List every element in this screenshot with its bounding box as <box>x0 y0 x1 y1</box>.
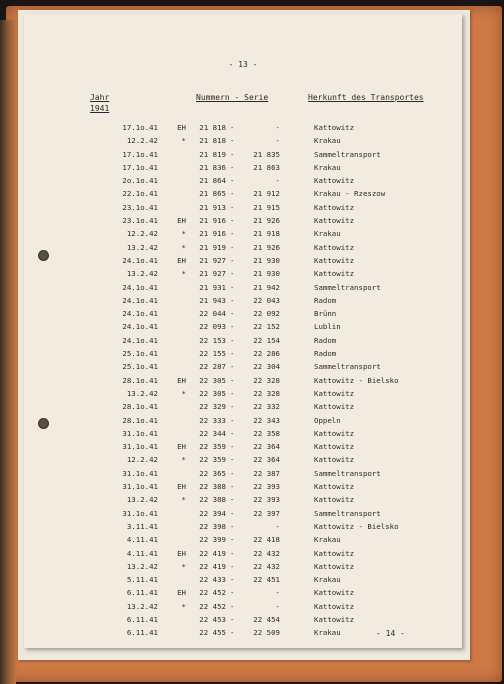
table-row <box>24 416 462 429</box>
row-number-end: 21 918 <box>253 229 280 239</box>
row-number-start: 21 916 <box>199 229 226 239</box>
row-number-start: 22 305 <box>199 388 226 398</box>
row-prefix: * <box>181 495 186 505</box>
row-prefix: * <box>181 269 186 279</box>
row-number-end: 22 328 <box>253 375 280 385</box>
header-jahr <box>90 92 109 114</box>
row-number-start: 22 305 <box>199 375 226 385</box>
row-date: 17.1o.41 <box>122 162 158 172</box>
row-origin: Sammeltransport <box>314 468 381 478</box>
table-row <box>24 429 462 442</box>
row-prefix: * <box>181 242 186 252</box>
table-row <box>24 243 462 256</box>
row-number-start: 22 153 <box>199 335 226 345</box>
row-number-start: 22 394 <box>199 508 226 518</box>
row-origin: Kattowitz <box>314 242 355 252</box>
row-date: 6.11.41 <box>126 628 158 638</box>
row-number-start: 22 452 <box>199 601 226 611</box>
row-number-start: 21 864 <box>199 176 226 186</box>
row-range-dash: - <box>230 628 235 638</box>
row-origin: Radom <box>314 349 337 359</box>
row-prefix: * <box>181 455 186 465</box>
table-row <box>24 309 462 322</box>
row-range-dash: - <box>230 402 235 412</box>
row-origin: Oppeln <box>314 415 341 425</box>
row-prefix: * <box>181 601 186 611</box>
row-origin: Kattowitz <box>314 601 355 611</box>
table-row <box>24 588 462 601</box>
row-prefix: * <box>181 229 186 239</box>
row-number-start: 21 927 <box>199 269 226 279</box>
table-row <box>24 442 462 455</box>
row-origin: Lublin <box>314 322 341 332</box>
row-range-dash: - <box>230 561 235 571</box>
row-number-start: 22 155 <box>199 349 226 359</box>
row-number-end: 22 343 <box>253 415 280 425</box>
row-number-end: 22 286 <box>253 349 280 359</box>
row-date: 28.1o.41 <box>122 375 158 385</box>
row-number-end: 21 835 <box>253 149 280 159</box>
row-number-end: - <box>275 601 280 611</box>
row-number-end: 22 393 <box>253 495 280 505</box>
row-date: 28.1o.41 <box>122 402 158 412</box>
row-date: 13.2.42 <box>126 388 158 398</box>
table-row <box>24 602 462 615</box>
row-number-start: 21 818 <box>199 136 226 146</box>
table-row <box>24 163 462 176</box>
row-date: 5.11.41 <box>126 575 158 585</box>
row-origin: Kattowitz <box>314 482 355 492</box>
row-number-end: 21 863 <box>253 162 280 172</box>
row-range-dash: - <box>230 123 235 132</box>
row-date: 24.1o.41 <box>122 322 158 332</box>
row-date: 12.2.42 <box>126 229 158 239</box>
row-number-start: 22 329 <box>199 402 226 412</box>
table-row <box>24 229 462 242</box>
row-origin: Sammeltransport <box>314 508 381 518</box>
row-range-dash: - <box>230 575 235 585</box>
row-origin: Kattowitz <box>314 402 355 412</box>
row-origin: Kattowitz <box>314 455 355 465</box>
row-number-end: - <box>275 176 280 186</box>
row-date: 2o.1o.41 <box>122 176 158 186</box>
row-date: 17.1o.41 <box>122 149 158 159</box>
row-range-dash: - <box>230 375 235 385</box>
table-row <box>24 482 462 495</box>
header-year: 1941 <box>90 104 110 113</box>
row-origin: Krakau <box>314 136 341 146</box>
row-origin: Kattowitz <box>314 255 355 265</box>
row-date: 13.2.42 <box>126 495 158 505</box>
row-prefix: EH <box>177 588 186 598</box>
row-range-dash: - <box>230 216 235 226</box>
row-date: 25.1o.41 <box>122 349 158 359</box>
row-origin: Kattowitz <box>314 548 355 558</box>
row-origin: Kattowitz <box>314 202 355 212</box>
table-row <box>24 283 462 296</box>
row-date: 22.1o.41 <box>122 189 158 199</box>
table-row <box>24 402 462 415</box>
table-row <box>24 296 462 309</box>
row-date: 24.1o.41 <box>122 255 158 265</box>
row-range-dash: - <box>230 176 235 186</box>
row-number-end: 22 393 <box>253 482 280 492</box>
row-number-end: - <box>275 136 280 146</box>
row-number-start: 22 433 <box>199 575 226 585</box>
row-number-start: 22 453 <box>199 614 226 624</box>
row-number-end: 22 092 <box>253 309 280 319</box>
row-range-dash: - <box>230 548 235 558</box>
row-date: 13.2.42 <box>126 561 158 571</box>
table-row <box>24 495 462 508</box>
row-number-end: 21 942 <box>253 282 280 292</box>
row-number-start: 21 836 <box>199 162 226 172</box>
row-range-dash: - <box>230 149 235 159</box>
row-date: 17.1o.41 <box>122 123 158 132</box>
row-number-start: 22 359 <box>199 455 226 465</box>
row-range-dash: - <box>230 255 235 265</box>
row-date: 6.11.41 <box>126 588 158 598</box>
row-prefix: EH <box>177 216 186 226</box>
row-origin: Sammeltransport <box>314 282 381 292</box>
row-date: 31.1o.41 <box>122 442 158 452</box>
row-number-end: 22 043 <box>253 295 280 305</box>
row-number-start: 21 943 <box>199 295 226 305</box>
row-date: 13.2.42 <box>126 269 158 279</box>
row-date: 23.1o.41 <box>122 216 158 226</box>
row-origin: Kattowitz - Bielsko <box>314 375 399 385</box>
row-number-start: 22 093 <box>199 322 226 332</box>
row-range-dash: - <box>230 482 235 492</box>
row-origin: Kattowitz <box>314 176 355 186</box>
row-number-start: 22 365 <box>199 468 226 478</box>
row-origin: Krakau <box>314 162 341 172</box>
row-number-start: 21 819 <box>199 149 226 159</box>
table-row <box>24 549 462 562</box>
row-date: 24.1o.41 <box>122 309 158 319</box>
row-origin: Kattowitz <box>314 123 355 132</box>
row-date: 28.1o.41 <box>122 415 158 425</box>
row-number-end: - <box>275 588 280 598</box>
page-number-bottom: - 14 - <box>376 629 405 638</box>
row-origin: Krakau <box>314 229 341 239</box>
row-number-end: 21 926 <box>253 242 280 252</box>
table-row <box>24 469 462 482</box>
row-range-dash: - <box>230 295 235 305</box>
row-number-end: 22 432 <box>253 561 280 571</box>
row-date: 13.2.42 <box>126 601 158 611</box>
row-origin: Kattowitz <box>314 495 355 505</box>
row-origin: Kattowitz <box>314 442 355 452</box>
row-date: 24.1o.41 <box>122 282 158 292</box>
row-number-start: 22 452 <box>199 588 226 598</box>
row-range-dash: - <box>230 362 235 372</box>
row-number-start: 21 913 <box>199 202 226 212</box>
row-range-dash: - <box>230 468 235 478</box>
table-row <box>24 376 462 389</box>
row-number-start: 22 399 <box>199 535 226 545</box>
row-number-end: 22 328 <box>253 388 280 398</box>
row-date: 31.1o.41 <box>122 468 158 478</box>
row-prefix: EH <box>177 442 186 452</box>
row-origin: Kattowitz <box>314 561 355 571</box>
row-origin: Brünn <box>314 309 337 319</box>
row-number-end: 21 915 <box>253 202 280 212</box>
row-number-end: 21 930 <box>253 255 280 265</box>
row-origin: Kattowitz - Bielsko <box>314 521 399 531</box>
table-row <box>24 615 462 628</box>
row-number-start: 22 344 <box>199 428 226 438</box>
table-row <box>24 322 462 335</box>
row-origin: Radom <box>314 295 337 305</box>
row-range-dash: - <box>230 189 235 199</box>
row-number-end: 21 912 <box>253 189 280 199</box>
header-nummern-serie: Nummern - Serie <box>196 93 269 102</box>
row-number-end: 22 152 <box>253 322 280 332</box>
row-range-dash: - <box>230 335 235 345</box>
row-range-dash: - <box>230 601 235 611</box>
row-range-dash: - <box>230 322 235 332</box>
row-number-end: 22 509 <box>253 628 280 638</box>
row-range-dash: - <box>230 349 235 359</box>
row-origin: Kattowitz <box>314 216 355 226</box>
header-jahr-label: Jahr <box>90 93 110 102</box>
row-number-start: 22 287 <box>199 362 226 372</box>
table-row <box>24 349 462 362</box>
table-row <box>24 455 462 468</box>
row-number-end: 22 154 <box>253 335 280 345</box>
row-number-end: 22 454 <box>253 614 280 624</box>
row-origin: Kattowitz <box>314 428 355 438</box>
row-number-end: 22 364 <box>253 442 280 452</box>
row-date: 31.1o.41 <box>122 482 158 492</box>
row-date: 31.1o.41 <box>122 428 158 438</box>
row-origin: Sammeltransport <box>314 362 381 372</box>
row-date: 4.11.41 <box>126 535 158 545</box>
row-date: 25.1o.41 <box>122 362 158 372</box>
row-range-dash: - <box>230 415 235 425</box>
page-number-top: - 13 - <box>228 60 258 69</box>
row-date: 23.1o.41 <box>122 202 158 212</box>
row-origin: Kattowitz <box>314 388 355 398</box>
table-row <box>24 389 462 402</box>
row-number-end: 21 926 <box>253 216 280 226</box>
table-row <box>24 535 462 548</box>
row-origin: Krakau <box>314 628 341 638</box>
row-prefix: EH <box>177 482 186 492</box>
row-number-start: 21 919 <box>199 242 226 252</box>
row-range-dash: - <box>230 535 235 545</box>
row-number-start: 22 419 <box>199 548 226 558</box>
table-row <box>24 362 462 375</box>
table-row <box>24 562 462 575</box>
table-row <box>24 176 462 189</box>
table-row <box>24 150 462 163</box>
row-range-dash: - <box>230 614 235 624</box>
table-row <box>24 216 462 229</box>
row-date: 6.11.41 <box>126 614 158 624</box>
row-range-dash: - <box>230 428 235 438</box>
row-origin: Krakau <box>314 535 341 545</box>
row-range-dash: - <box>230 388 235 398</box>
row-range-dash: - <box>230 229 235 239</box>
row-number-end: - <box>275 123 280 132</box>
row-prefix: * <box>181 136 186 146</box>
row-number-start: 22 388 <box>199 482 226 492</box>
row-range-dash: - <box>230 495 235 505</box>
row-date: 31.1o.41 <box>122 508 158 518</box>
row-date: 3.11.41 <box>126 521 158 531</box>
row-number-end: - <box>275 521 280 531</box>
row-number-end: 22 332 <box>253 402 280 412</box>
row-number-start: 22 455 <box>199 628 226 638</box>
row-prefix: * <box>181 388 186 398</box>
header-herkunft: Herkunft des Transportes <box>308 93 424 102</box>
row-number-start: 22 044 <box>199 309 226 319</box>
row-range-dash: - <box>230 442 235 452</box>
row-prefix: EH <box>177 255 186 265</box>
row-number-start: 21 865 <box>199 189 226 199</box>
row-number-start: 22 398 <box>199 521 226 531</box>
table-row <box>24 203 462 216</box>
row-number-start: 21 916 <box>199 216 226 226</box>
row-number-start: 21 931 <box>199 282 226 292</box>
transport-table <box>24 123 462 642</box>
row-date: 13.2.42 <box>126 242 158 252</box>
row-number-start: 22 359 <box>199 442 226 452</box>
row-prefix: EH <box>177 375 186 385</box>
row-origin: Krakau - Rzeszow <box>314 189 386 199</box>
row-number-end: 22 364 <box>253 455 280 465</box>
row-range-dash: - <box>230 521 235 531</box>
row-number-start: 22 419 <box>199 561 226 571</box>
row-range-dash: - <box>230 282 235 292</box>
table-row <box>24 509 462 522</box>
row-number-end: 22 387 <box>253 468 280 478</box>
row-number-start: 21 927 <box>199 255 226 265</box>
row-date: 24.1o.41 <box>122 295 158 305</box>
row-prefix: EH <box>177 123 186 132</box>
table-row <box>24 522 462 535</box>
row-range-dash: - <box>230 162 235 172</box>
row-origin: Radom <box>314 335 337 345</box>
row-range-dash: - <box>230 309 235 319</box>
table-row <box>24 123 462 136</box>
row-range-dash: - <box>230 202 235 212</box>
row-range-dash: - <box>230 242 235 252</box>
row-range-dash: - <box>230 269 235 279</box>
row-origin: Kattowitz <box>314 614 355 624</box>
table-row <box>24 136 462 149</box>
row-range-dash: - <box>230 455 235 465</box>
row-number-end: 22 418 <box>253 535 280 545</box>
row-number-start: 22 388 <box>199 495 226 505</box>
folder-binding-edge <box>0 20 16 684</box>
row-date: 4.11.41 <box>126 548 158 558</box>
row-origin: Kattowitz <box>314 588 355 598</box>
row-number-end: 22 304 <box>253 362 280 372</box>
row-prefix: * <box>181 561 186 571</box>
row-origin: Krakau <box>314 575 341 585</box>
row-number-end: 22 397 <box>253 508 280 518</box>
document-page <box>24 14 462 648</box>
row-range-dash: - <box>230 588 235 598</box>
table-row <box>24 336 462 349</box>
row-number-start: 21 818 <box>199 123 226 132</box>
row-origin: Kattowitz <box>314 269 355 279</box>
row-date: 24.1o.41 <box>122 335 158 345</box>
row-range-dash: - <box>230 136 235 146</box>
table-row <box>24 269 462 282</box>
row-number-end: 22 358 <box>253 428 280 438</box>
table-row <box>24 575 462 588</box>
row-range-dash: - <box>230 508 235 518</box>
row-number-start: 22 333 <box>199 415 226 425</box>
row-date: 12.2.42 <box>126 455 158 465</box>
table-row <box>24 256 462 269</box>
row-number-end: 22 432 <box>253 548 280 558</box>
row-date: 12.2.42 <box>126 136 158 146</box>
row-prefix: EH <box>177 548 186 558</box>
row-number-end: 21 930 <box>253 269 280 279</box>
row-number-end: 22 451 <box>253 575 280 585</box>
table-row <box>24 189 462 202</box>
row-origin: Sammeltransport <box>314 149 381 159</box>
